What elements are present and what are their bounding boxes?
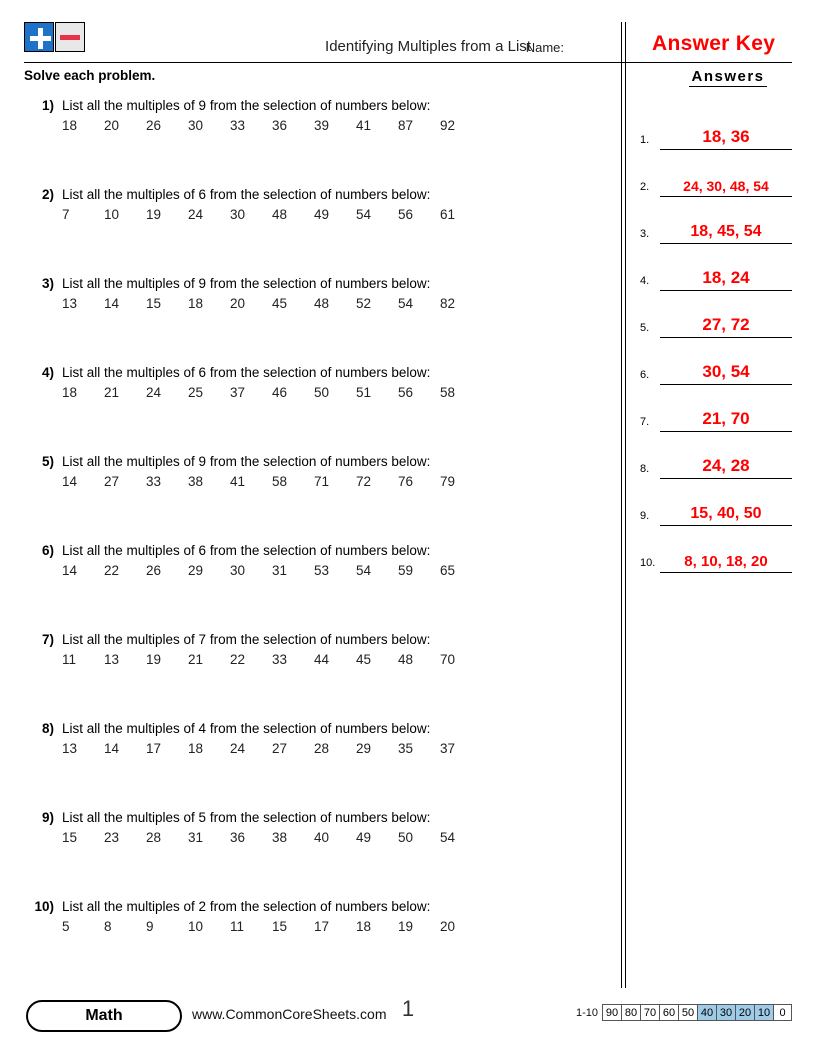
problem-item [24,185,604,274]
number-choice: 54 [356,207,372,222]
number-choice: 50 [398,830,414,845]
problem-item [24,452,604,541]
number-choice: 40 [314,830,330,845]
number-choice: 25 [188,385,204,400]
answers-divider-right [625,22,626,988]
problem-prompt: List all the multiples of 2 from the selection of numbers below: [62,899,431,914]
number-choice: 37 [440,741,456,756]
answer-row [640,526,796,573]
number-choice: 18 [62,385,78,400]
number-choice: 56 [398,207,414,222]
number-choice: 30 [230,207,246,222]
number-choice: 33 [272,652,288,667]
answers-title: Answers [691,68,765,85]
problem-number: 4) [41,365,54,380]
scale-cell: 60 [659,1004,678,1021]
number-choice: 50 [314,385,330,400]
answer-index: 5. [640,322,650,334]
answer-index: 8. [640,463,650,475]
problem-item [24,363,604,452]
answer-index: 9. [640,510,650,522]
number-choice: 49 [314,207,330,222]
number-choice: 15 [146,296,162,311]
problem-number: 9) [41,810,54,825]
number-choice: 17 [314,919,330,934]
number-choice: 36 [230,830,246,845]
number-choice: 21 [104,385,120,400]
answer-value: 30, 54 [702,362,750,381]
number-choice: 15 [62,830,78,845]
number-choice: 82 [440,296,456,311]
number-choice: 20 [104,118,120,133]
answer-index: 2. [640,181,650,193]
problem-prompt: List all the multiples of 9 from the selection of numbers below: [62,98,431,113]
problem-numbers [62,118,482,133]
number-choice: 13 [62,296,78,311]
number-choice: 8 [104,919,112,934]
problem-prompt: List all the multiples of 9 from the selection of numbers below: [62,276,431,291]
answer-row [640,338,796,385]
problem-numbers [62,474,482,489]
number-choice: 22 [230,652,246,667]
answer-index: 7. [640,416,650,428]
number-choice: 29 [356,741,372,756]
number-choice: 56 [398,385,414,400]
answer-row [640,244,796,291]
number-choice: 76 [398,474,414,489]
number-choice: 27 [272,741,288,756]
header-divider [24,62,792,63]
answer-value: 18, 24 [702,268,750,287]
number-choice: 17 [146,741,162,756]
number-choice: 72 [356,474,372,489]
problem-prompt: List all the multiples of 5 from the selection of numbers below: [62,810,431,825]
number-choice: 45 [272,296,288,311]
number-choice: 10 [188,919,204,934]
number-choice: 61 [440,207,456,222]
website-url[interactable]: www.CommonCoreSheets.com [192,1006,387,1022]
number-choice: 19 [146,652,162,667]
grading-scale [576,1004,792,1021]
problem-list [24,96,604,986]
answer-row [640,385,796,432]
problem-prompt: List all the multiples of 6 from the selection of numbers below: [62,187,431,202]
number-choice: 59 [398,563,414,578]
page-number: 1 [401,996,415,1021]
number-choice: 26 [146,563,162,578]
number-choice: 18 [188,741,204,756]
problem-item [24,808,604,897]
number-choice: 18 [188,296,204,311]
answers-column [640,68,796,573]
number-choice: 19 [398,919,414,934]
problem-item [24,719,604,808]
number-choice: 38 [188,474,204,489]
number-choice: 54 [440,830,456,845]
number-choice: 41 [356,118,372,133]
number-choice: 48 [272,207,288,222]
number-choice: 65 [440,563,456,578]
number-choice: 29 [188,563,204,578]
number-choice: 13 [62,741,78,756]
number-choice: 54 [356,563,372,578]
problem-item [24,96,604,185]
problem-item [24,630,604,719]
answer-index: 1. [640,134,650,146]
answer-value: 24, 28 [702,456,750,475]
number-choice: 20 [440,919,456,934]
number-choice: 41 [230,474,246,489]
number-choice: 36 [272,118,288,133]
answer-value: 8, 10, 18, 20 [684,553,768,570]
number-choice: 35 [398,741,414,756]
problem-item [24,274,604,363]
number-choice: 28 [146,830,162,845]
answer-row [640,432,796,479]
number-choice: 11 [230,919,245,934]
number-choice: 14 [62,563,78,578]
number-choice: 28 [314,741,330,756]
number-choice: 58 [272,474,288,489]
answer-index: 6. [640,369,650,381]
number-choice: 11 [62,652,77,667]
problem-number: 5) [41,454,54,469]
answers-divider-left [621,22,622,988]
number-choice: 92 [440,118,456,133]
problem-prompt: List all the multiples of 6 from the selection of numbers below: [62,365,431,380]
number-choice: 79 [440,474,456,489]
number-choice: 18 [356,919,372,934]
answer-row [640,150,796,197]
number-choice: 15 [272,919,288,934]
number-choice: 53 [314,563,330,578]
number-choice: 24 [146,385,162,400]
number-choice: 37 [230,385,246,400]
number-choice: 21 [188,652,204,667]
problem-number: 8) [41,721,54,736]
scale-cell: 20 [735,1004,754,1021]
number-choice: 10 [104,207,120,222]
number-choice: 38 [272,830,288,845]
number-choice: 13 [104,652,120,667]
number-choice: 45 [356,652,372,667]
number-choice: 24 [188,207,204,222]
number-choice: 7 [62,207,70,222]
number-choice: 9 [146,919,154,934]
problem-prompt: List all the multiples of 6 from the selection of numbers below: [62,543,431,558]
answer-value: 27, 72 [702,315,750,334]
number-choice: 48 [314,296,330,311]
number-choice: 33 [230,118,246,133]
number-choice: 48 [398,652,414,667]
number-choice: 27 [104,474,120,489]
number-choice: 24 [230,741,246,756]
problem-numbers [62,385,482,400]
number-choice: 30 [188,118,204,133]
subject-badge: Math [26,1000,182,1032]
number-choice: 23 [104,830,120,845]
number-choice: 46 [272,385,288,400]
page-footer [24,996,792,1038]
number-choice: 87 [398,118,414,133]
problem-number: 7) [41,632,54,647]
number-choice: 71 [314,474,330,489]
problem-item [24,541,604,630]
number-choice: 52 [356,296,372,311]
number-choice: 19 [146,207,162,222]
scale-cell: 90 [602,1004,621,1021]
problem-number: 10) [34,899,54,914]
page-title: Identifying Multiples from a List [325,38,531,55]
number-choice: 44 [314,652,330,667]
scale-cell: 30 [716,1004,735,1021]
answer-index: 4. [640,275,650,287]
number-choice: 58 [440,385,456,400]
number-choice: 54 [398,296,414,311]
problem-numbers [62,296,482,311]
answer-key-label: Answer Key [652,32,776,55]
problem-numbers [62,830,482,845]
number-choice: 31 [272,563,288,578]
problem-prompt: List all the multiples of 7 from the selection of numbers below: [62,632,431,647]
answer-value: 21, 70 [702,409,750,428]
number-choice: 14 [62,474,78,489]
problem-item [24,897,604,986]
problem-numbers [62,652,482,667]
answer-value: 18, 36 [702,127,750,146]
answer-value: 15, 40, 50 [690,505,762,522]
number-choice: 18 [62,118,78,133]
problem-prompt: List all the multiples of 9 from the selection of numbers below: [62,454,431,469]
number-choice: 70 [440,652,456,667]
number-choice: 31 [188,830,204,845]
problem-number: 2) [41,187,54,202]
problem-numbers [62,207,482,222]
scale-cell: 70 [640,1004,659,1021]
problem-prompt: List all the multiples of 4 from the selection of numbers below: [62,721,431,736]
answer-row [640,291,796,338]
answer-index: 10. [640,557,656,569]
problem-number: 1) [41,98,54,113]
scale-range-label: 1-10 [575,1006,598,1019]
number-choice: 26 [146,118,162,133]
number-choice: 22 [104,563,120,578]
scale-cell: 10 [754,1004,773,1021]
answer-row [640,479,796,526]
problem-number: 3) [41,276,54,291]
number-choice: 30 [230,563,246,578]
problem-numbers [62,919,482,934]
problem-numbers [62,563,482,578]
number-choice: 20 [230,296,246,311]
number-choice: 39 [314,118,330,133]
answer-value: 18, 45, 54 [690,223,762,240]
answer-row [640,197,796,244]
number-choice: 14 [104,296,120,311]
number-choice: 33 [146,474,162,489]
scale-cell: 50 [678,1004,697,1021]
number-choice: 5 [62,919,70,934]
number-choice: 49 [356,830,372,845]
problem-numbers [62,741,482,756]
problem-number: 6) [41,543,54,558]
page-header [24,22,792,66]
answer-index: 3. [640,228,650,240]
scale-cell: 0 [773,1004,792,1021]
number-choice: 14 [104,741,120,756]
answer-value: 24, 30, 48, 54 [683,178,769,194]
answer-row [640,103,796,150]
name-label: Name: [525,40,564,55]
number-choice: 51 [356,385,372,400]
instruction-text: Solve each problem. [24,68,156,83]
scale-cell: 40 [697,1004,716,1021]
scale-cell: 80 [621,1004,640,1021]
